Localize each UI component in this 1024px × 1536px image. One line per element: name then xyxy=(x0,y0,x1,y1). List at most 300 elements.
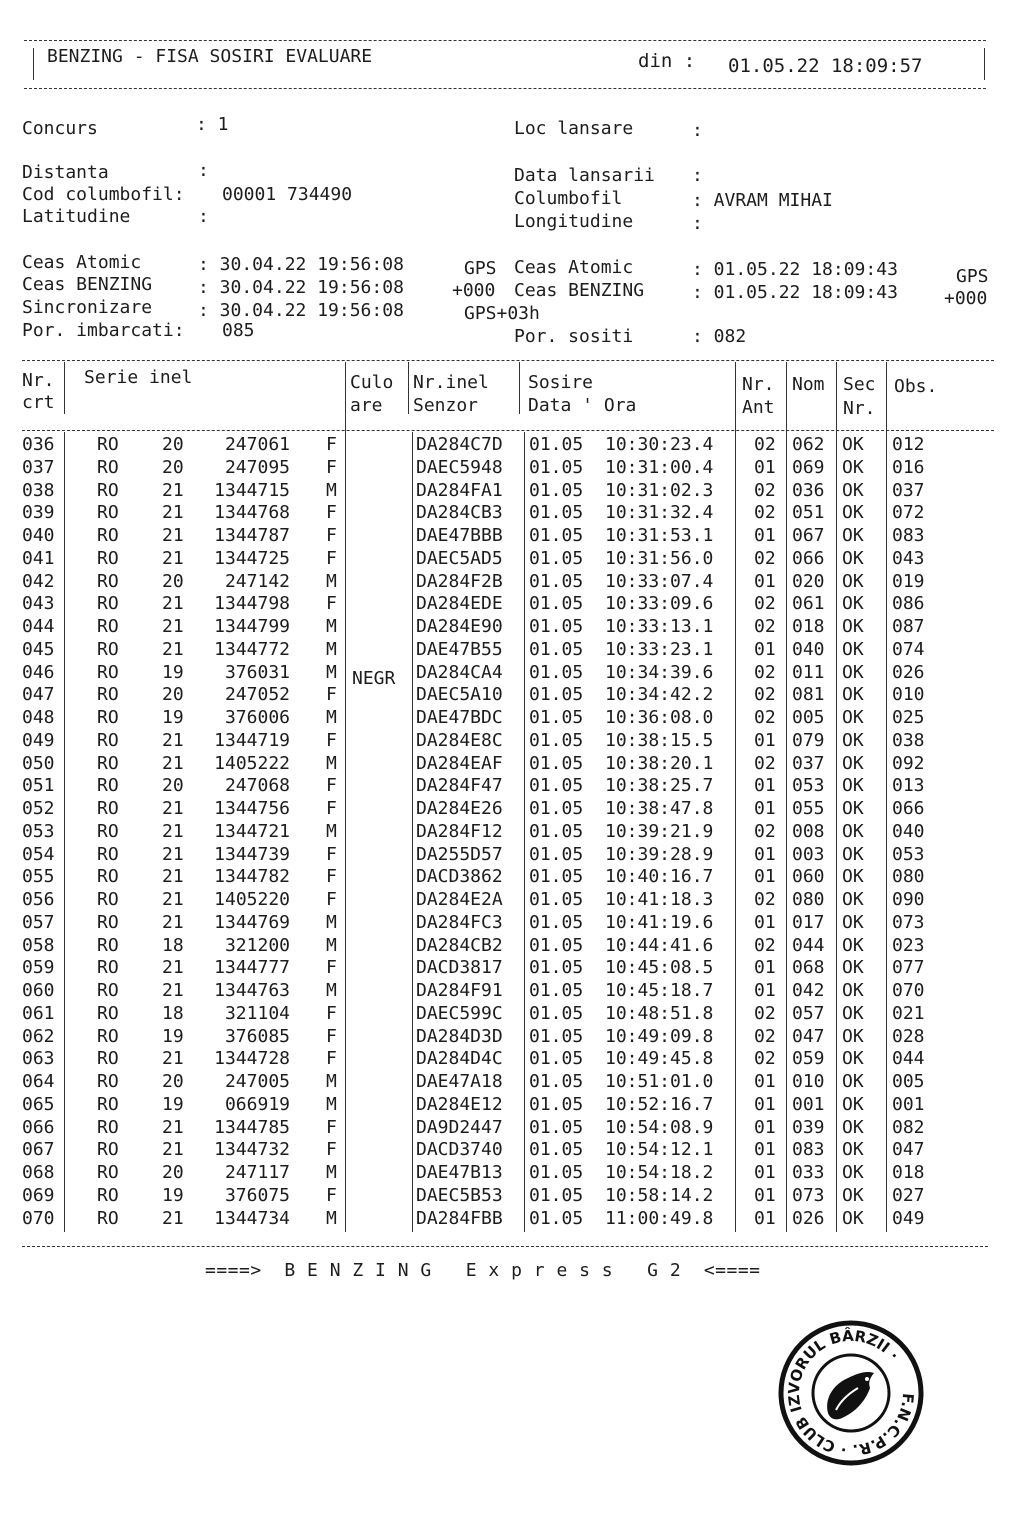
row-sec: OK xyxy=(842,798,864,819)
row-ring-number: 247061 xyxy=(224,434,290,455)
row-nom: 044 xyxy=(792,934,825,956)
row-sex: M xyxy=(326,707,337,728)
row-sec: OK xyxy=(842,1116,864,1138)
header-nom: Nom xyxy=(792,374,825,395)
row-time: 10:49:45.8 xyxy=(605,1048,714,1070)
row-obs: 023 xyxy=(892,934,925,956)
row-ring-number: 1344787 xyxy=(214,525,290,546)
row-sec: OK xyxy=(842,616,864,637)
row-nr-crt: 052 xyxy=(22,798,55,819)
row-ant: 01 xyxy=(754,775,776,797)
row-sex: F xyxy=(326,798,337,819)
row-ring-number: 1344768 xyxy=(214,502,290,524)
row-country: RO xyxy=(97,889,119,910)
row-year: 21 xyxy=(162,525,184,546)
longitudine-value: : xyxy=(692,213,703,234)
row-year: 21 xyxy=(162,798,184,819)
header-bottom-border xyxy=(24,88,986,89)
row-obs: 047 xyxy=(892,1139,925,1161)
header-obs: Obs. xyxy=(894,376,938,397)
row-date: 01.05 xyxy=(529,502,584,524)
row-sensor: DA284E12 xyxy=(416,1093,503,1115)
row-sensor: DA284F91 xyxy=(416,980,503,1001)
row-country: RO xyxy=(97,684,119,706)
row-ring-number: 1344756 xyxy=(214,798,290,819)
row-year: 20 xyxy=(162,570,184,592)
row-date: 01.05 xyxy=(529,889,584,910)
row-nr-crt: 066 xyxy=(22,1116,55,1138)
row-country: RO xyxy=(97,1139,119,1161)
row-date: 01.05 xyxy=(529,1093,584,1115)
row-ant: 02 xyxy=(754,752,776,774)
row-country: RO xyxy=(97,616,119,637)
por-sositi-label: Por. sositi xyxy=(514,326,634,347)
row-time: 10:36:08.0 xyxy=(605,707,714,728)
row-sex: M xyxy=(326,570,337,592)
row-time: 10:41:19.6 xyxy=(605,911,714,933)
row-time: 10:34:42.2 xyxy=(605,684,714,706)
row-nr-crt: 045 xyxy=(22,638,55,660)
row-nr-crt: 041 xyxy=(22,547,55,569)
row-sensor: DAE47A18 xyxy=(416,1071,503,1092)
row-obs: 043 xyxy=(892,547,925,569)
ceas-atomic-right-value: : 01.05.22 18:09:43 xyxy=(692,259,898,280)
row-time: 10:51:01.0 xyxy=(605,1071,714,1092)
row-year: 18 xyxy=(162,1002,184,1024)
row-sec: OK xyxy=(842,1002,864,1024)
row-obs: 013 xyxy=(892,775,925,797)
row-ant: 01 xyxy=(754,1071,776,1092)
row-ant: 01 xyxy=(754,729,776,751)
row-nr-crt: 042 xyxy=(22,570,55,592)
row-ant: 02 xyxy=(754,661,776,683)
row-ant: 02 xyxy=(754,547,776,569)
row-year: 21 xyxy=(162,843,184,865)
row-sensor: DA284FBB xyxy=(416,1207,503,1229)
row-nr-crt: 058 xyxy=(22,934,55,956)
row-sensor: DACD3740 xyxy=(416,1139,503,1161)
row-sex: F xyxy=(326,456,337,478)
club-stamp xyxy=(776,1318,926,1468)
table-header-separator xyxy=(22,430,994,431)
row-sec: OK xyxy=(842,752,864,774)
row-ring-number: 247142 xyxy=(224,570,290,592)
row-date: 01.05 xyxy=(529,661,584,683)
row-sex: F xyxy=(326,684,337,706)
row-year: 21 xyxy=(162,616,184,637)
header-are: are xyxy=(350,395,383,416)
row-nr-crt: 063 xyxy=(22,1048,55,1070)
row-obs: 025 xyxy=(892,707,925,728)
row-date: 01.05 xyxy=(529,798,584,819)
row-year: 21 xyxy=(162,752,184,774)
row-nr-crt: 046 xyxy=(22,661,55,683)
row-obs: 027 xyxy=(892,1184,925,1206)
row-time: 10:34:39.6 xyxy=(605,661,714,683)
row-sec: OK xyxy=(842,456,864,478)
row-nr-crt: 048 xyxy=(22,707,55,728)
table-row xyxy=(0,434,1024,457)
row-country: RO xyxy=(97,707,119,728)
row-nr-crt: 059 xyxy=(22,957,55,979)
row-ant: 02 xyxy=(754,616,776,637)
row-year: 21 xyxy=(162,547,184,569)
row-ring-number: 321104 xyxy=(224,1002,290,1024)
row-date: 01.05 xyxy=(529,752,584,774)
row-sec: OK xyxy=(842,866,864,888)
row-nr-crt: 057 xyxy=(22,911,55,933)
row-nr-crt: 056 xyxy=(22,889,55,910)
row-nr-crt: 049 xyxy=(22,729,55,751)
row-ant: 02 xyxy=(754,820,776,842)
row-ring-number: 1344798 xyxy=(214,593,290,615)
row-sec: OK xyxy=(842,889,864,910)
row-obs: 092 xyxy=(892,752,925,774)
row-nr-crt: 038 xyxy=(22,479,55,501)
row-sec: OK xyxy=(842,1162,864,1183)
row-obs: 019 xyxy=(892,570,925,592)
row-obs: 072 xyxy=(892,502,925,524)
row-year: 19 xyxy=(162,707,184,728)
row-ring-number: 321200 xyxy=(224,934,290,956)
row-year: 19 xyxy=(162,1093,184,1115)
row-nr-crt: 040 xyxy=(22,525,55,546)
row-year: 21 xyxy=(162,1207,184,1229)
row-obs: 073 xyxy=(892,911,925,933)
row-obs: 082 xyxy=(892,1116,925,1138)
row-ant: 01 xyxy=(754,911,776,933)
row-sex: F xyxy=(326,957,337,979)
row-year: 21 xyxy=(162,1116,184,1138)
row-sensor: DAE47B13 xyxy=(416,1162,503,1183)
row-date: 01.05 xyxy=(529,616,584,637)
header-ant: Ant xyxy=(742,397,775,418)
row-sex: M xyxy=(326,616,337,637)
row-date: 01.05 xyxy=(529,1184,584,1206)
row-nr-crt: 070 xyxy=(22,1207,55,1229)
table-row xyxy=(0,707,1024,730)
latitudine-value: : xyxy=(198,206,209,227)
row-time: 10:41:18.3 xyxy=(605,889,714,910)
row-sec: OK xyxy=(842,502,864,524)
row-ring-number: 1344763 xyxy=(214,980,290,1001)
row-sec: OK xyxy=(842,911,864,933)
table-row xyxy=(0,957,1024,980)
row-sec: OK xyxy=(842,547,864,569)
ceas-benzing-right-offset: +000 xyxy=(944,288,988,309)
row-sec: OK xyxy=(842,593,864,615)
row-nr-crt: 053 xyxy=(22,820,55,842)
row-nom: 011 xyxy=(792,661,825,683)
row-sex: M xyxy=(326,661,337,683)
row-ant: 02 xyxy=(754,434,776,455)
row-ant: 02 xyxy=(754,1048,776,1070)
row-sex: M xyxy=(326,934,337,956)
columbofil-value: : AVRAM MIHAI xyxy=(692,190,833,211)
row-date: 01.05 xyxy=(529,1162,584,1183)
row-time: 10:38:25.7 xyxy=(605,775,714,797)
row-country: RO xyxy=(97,1048,119,1070)
row-nom: 017 xyxy=(792,911,825,933)
row-year: 20 xyxy=(162,456,184,478)
table-row xyxy=(0,1139,1024,1162)
table-row xyxy=(0,1026,1024,1049)
row-nom: 008 xyxy=(792,820,825,842)
row-date: 01.05 xyxy=(529,456,584,478)
row-nom: 061 xyxy=(792,593,825,615)
row-country: RO xyxy=(97,456,119,478)
por-sositi-value: : 082 xyxy=(692,326,747,347)
row-ant: 01 xyxy=(754,798,776,819)
row-year: 21 xyxy=(162,911,184,933)
row-nr-crt: 064 xyxy=(22,1071,55,1092)
row-time: 10:44:41.6 xyxy=(605,934,714,956)
row-sec: OK xyxy=(842,1071,864,1092)
data-lansarii-label: Data lansarii xyxy=(514,165,655,186)
row-nom: 020 xyxy=(792,570,825,592)
row-sex: M xyxy=(326,1162,337,1183)
table-row xyxy=(0,1071,1024,1094)
row-sec: OK xyxy=(842,1207,864,1229)
row-nom: 039 xyxy=(792,1116,825,1138)
row-time: 10:31:56.0 xyxy=(605,547,714,569)
latitudine-label: Latitudine xyxy=(22,206,131,227)
table-row xyxy=(0,821,1024,844)
header-sec: Sec xyxy=(843,374,876,395)
row-obs: 049 xyxy=(892,1207,925,1229)
row-obs: 040 xyxy=(892,820,925,842)
row-nom: 059 xyxy=(792,1048,825,1070)
row-sensor: DA284FC3 xyxy=(416,911,503,933)
row-country: RO xyxy=(97,729,119,751)
row-year: 21 xyxy=(162,1048,184,1070)
ceas-benzing-label: Ceas BENZING xyxy=(22,274,153,295)
table-row xyxy=(0,935,1024,958)
col-divider-culoare xyxy=(408,362,409,414)
row-time: 10:52:16.7 xyxy=(605,1093,714,1115)
row-time: 10:31:00.4 xyxy=(605,456,714,478)
row-nom: 083 xyxy=(792,1139,825,1161)
row-year: 20 xyxy=(162,1162,184,1183)
row-nom: 079 xyxy=(792,729,825,751)
row-time: 10:33:13.1 xyxy=(605,616,714,637)
row-time: 10:39:28.9 xyxy=(605,843,714,865)
row-obs: 087 xyxy=(892,616,925,637)
row-country: RO xyxy=(97,1207,119,1229)
row-obs: 021 xyxy=(892,1002,925,1024)
row-sensor: DA284CB3 xyxy=(416,502,503,524)
distanta-label: Distanta xyxy=(22,162,109,183)
footer-banner: ====> B E N Z I N G E x p r e s s G 2 <==== xyxy=(205,1260,761,1281)
row-sex: M xyxy=(326,1207,337,1229)
row-date: 01.05 xyxy=(529,820,584,842)
row-nr-crt: 047 xyxy=(22,684,55,706)
row-time: 10:33:23.1 xyxy=(605,638,714,660)
row-sensor: DA284EAF xyxy=(416,752,503,774)
row-sex: M xyxy=(326,911,337,933)
row-sex: F xyxy=(326,525,337,546)
row-country: RO xyxy=(97,820,119,842)
row-ring-number: 1344772 xyxy=(214,638,290,660)
table-row xyxy=(0,912,1024,935)
row-sec: OK xyxy=(842,1093,864,1115)
row-sec: OK xyxy=(842,775,864,797)
ceas-benzing-value: : 30.04.22 19:56:08 xyxy=(198,277,404,298)
row-sex: F xyxy=(326,1184,337,1206)
row-sex: M xyxy=(326,752,337,774)
table-row xyxy=(0,571,1024,594)
row-sensor: DAE47BDC xyxy=(416,707,503,728)
ceas-atomic-right-label: Ceas Atomic xyxy=(514,257,634,278)
row-nr-crt: 043 xyxy=(22,593,55,615)
row-date: 01.05 xyxy=(529,707,584,728)
row-sec: OK xyxy=(842,1048,864,1070)
row-country: RO xyxy=(97,434,119,455)
loc-lansare-label: Loc lansare xyxy=(514,118,634,139)
row-nr-crt: 036 xyxy=(22,434,55,455)
row-time: 10:31:32.4 xyxy=(605,502,714,524)
row-ring-number: 1344728 xyxy=(214,1048,290,1070)
row-obs: 066 xyxy=(892,798,925,819)
table-row xyxy=(0,844,1024,867)
row-sex: F xyxy=(326,843,337,865)
row-nom: 042 xyxy=(792,980,825,1001)
row-ring-number: 1344739 xyxy=(214,843,290,865)
table-row xyxy=(0,548,1024,571)
row-sensor: DAEC5AD5 xyxy=(416,547,503,569)
row-sensor: DAEC5A10 xyxy=(416,684,503,706)
cod-columbofil-label: Cod columbofil: xyxy=(22,184,185,205)
cod-columbofil-value: 00001 734490 xyxy=(222,184,353,205)
row-sex: M xyxy=(326,820,337,842)
header-nr-ant: Nr. xyxy=(742,374,775,395)
row-sensor: DA284F12 xyxy=(416,820,503,842)
table-row xyxy=(0,457,1024,480)
row-ant: 01 xyxy=(754,1207,776,1229)
row-date: 01.05 xyxy=(529,1025,584,1047)
row-obs: 044 xyxy=(892,1048,925,1070)
row-country: RO xyxy=(97,593,119,615)
row-ant: 02 xyxy=(754,1002,776,1024)
row-sex: M xyxy=(326,638,337,660)
row-nr-crt: 039 xyxy=(22,502,55,524)
row-obs: 026 xyxy=(892,661,925,683)
row-nom: 080 xyxy=(792,889,825,910)
row-date: 01.05 xyxy=(529,843,584,865)
row-nr-crt: 062 xyxy=(22,1025,55,1047)
row-ant: 02 xyxy=(754,479,776,501)
row-nr-crt: 054 xyxy=(22,843,55,865)
row-year: 19 xyxy=(162,1184,184,1206)
row-sensor: DA284E8C xyxy=(416,729,503,751)
row-ring-number: 1344769 xyxy=(214,911,290,933)
row-sec: OK xyxy=(842,661,864,683)
row-obs: 053 xyxy=(892,843,925,865)
row-country: RO xyxy=(97,547,119,569)
row-obs: 086 xyxy=(892,593,925,615)
por-imbarcati-value: 085 xyxy=(222,320,255,341)
row-sensor: DA284FA1 xyxy=(416,479,503,501)
row-time: 10:54:18.2 xyxy=(605,1162,714,1183)
row-obs: 074 xyxy=(892,638,925,660)
row-sensor: DAE47B55 xyxy=(416,638,503,660)
table-row xyxy=(0,1208,1024,1231)
row-date: 01.05 xyxy=(529,911,584,933)
row-ring-number: 1344777 xyxy=(214,957,290,979)
header-sec-nr: Nr. xyxy=(843,398,876,419)
distanta-value: : xyxy=(198,160,209,181)
row-date: 01.05 xyxy=(529,525,584,546)
row-ring-number: 247052 xyxy=(224,684,290,706)
row-ring-number: 1344734 xyxy=(214,1207,290,1229)
row-country: RO xyxy=(97,1116,119,1138)
row-sec: OK xyxy=(842,1025,864,1047)
row-country: RO xyxy=(97,661,119,683)
row-time: 11:00:49.8 xyxy=(605,1207,714,1229)
row-sec: OK xyxy=(842,843,864,865)
row-ant: 02 xyxy=(754,593,776,615)
row-sec: OK xyxy=(842,638,864,660)
row-country: RO xyxy=(97,525,119,546)
row-nom: 081 xyxy=(792,684,825,706)
row-country: RO xyxy=(97,1184,119,1206)
row-nom: 001 xyxy=(792,1093,825,1115)
row-ring-number: 376006 xyxy=(224,707,290,728)
row-date: 01.05 xyxy=(529,434,584,455)
row-date: 01.05 xyxy=(529,980,584,1001)
row-sensor: DA284F2B xyxy=(416,570,503,592)
row-nr-crt: 069 xyxy=(22,1184,55,1206)
row-ant: 01 xyxy=(754,843,776,865)
row-nr-crt: 061 xyxy=(22,1002,55,1024)
row-sensor: DAE47BBB xyxy=(416,525,503,546)
row-nr-crt: 055 xyxy=(22,866,55,888)
table-row xyxy=(0,1003,1024,1026)
row-nom: 053 xyxy=(792,775,825,797)
row-nom: 069 xyxy=(792,456,825,478)
row-sex: M xyxy=(326,1071,337,1092)
row-date: 01.05 xyxy=(529,1071,584,1092)
table-row xyxy=(0,980,1024,1003)
row-date: 01.05 xyxy=(529,1116,584,1138)
row-ring-number: 1344715 xyxy=(214,479,290,501)
row-sensor: DACD3817 xyxy=(416,957,503,979)
row-country: RO xyxy=(97,570,119,592)
row-year: 20 xyxy=(162,434,184,455)
row-ant: 01 xyxy=(754,570,776,592)
row-year: 20 xyxy=(162,775,184,797)
row-sex: F xyxy=(326,1025,337,1047)
loc-lansare-value: : xyxy=(692,120,703,141)
header-top-border xyxy=(24,40,986,41)
row-ring-number: 1405220 xyxy=(214,889,290,910)
row-time: 10:45:08.5 xyxy=(605,957,714,979)
stamp-text: F.N.C.P.R. · CLUB IZVORUL BÂRZII · xyxy=(784,1326,918,1460)
row-ant: 01 xyxy=(754,1139,776,1161)
row-nom: 005 xyxy=(792,707,825,728)
row-sec: OK xyxy=(842,684,864,706)
concurs-value: : 1 xyxy=(196,114,229,135)
longitudine-label: Longitudine xyxy=(514,211,634,232)
row-nr-crt: 065 xyxy=(22,1093,55,1115)
row-obs: 010 xyxy=(892,684,925,706)
row-year: 21 xyxy=(162,980,184,1001)
row-sex: F xyxy=(326,1048,337,1070)
row-ant: 01 xyxy=(754,1093,776,1115)
row-sec: OK xyxy=(842,434,864,455)
row-obs: 038 xyxy=(892,729,925,751)
row-nom: 036 xyxy=(792,479,825,501)
